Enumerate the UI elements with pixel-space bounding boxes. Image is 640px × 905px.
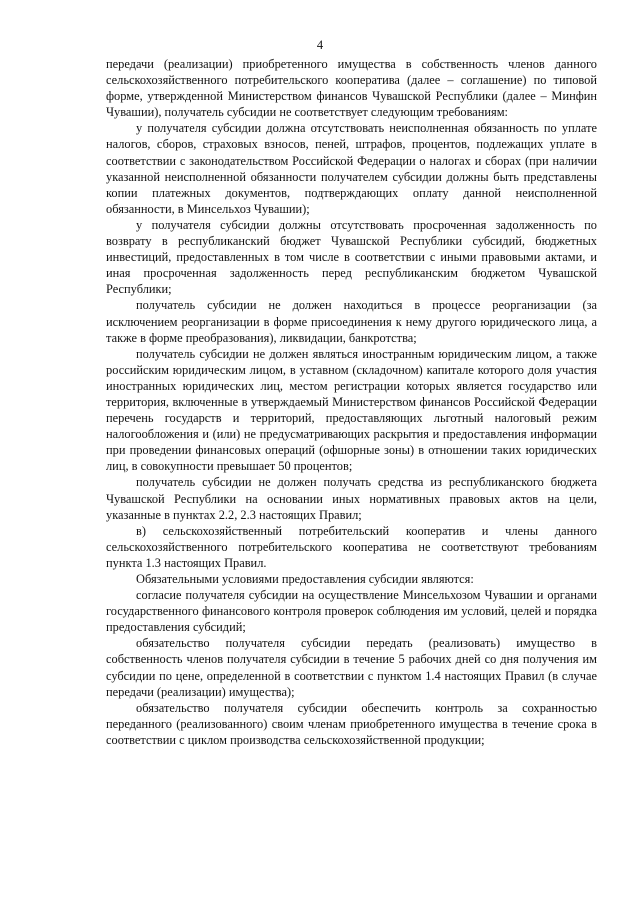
paragraph-tax-debt: у получателя субсидии должна отсутствовать неисполненная обязанность по уплате налогов, сборов, страховых взносов, пеней, штрафов, процентов, подлежащих уплате в соответствии с законодательством Российской Федерации о налогах и сборах (при наличии указанной неисполненной обязанности получателем субсидии должны быть представлены копии платежных документов, подтверждающих оплату данной неисполненной обязанности, в Минсельхоз Чувашии); <box>106 121 597 216</box>
paragraph-control-obligation: обязательство получателя субсидии обеспечить контроль за сохранностью переданного (реализованного) своим членам приобретенного имущества в течение срока в соответствии с циклом производства сельскохозяйственной продукции; <box>106 700 597 747</box>
paragraph-consent: согласие получателя субсидии на осуществление Минсельхозом Чувашии и органами государственного финансового контроля проверок соблюдения им условий, целей и порядка предоставления субсидий; <box>106 588 597 635</box>
page-number: 4 <box>316 38 324 52</box>
document-body <box>106 56 597 748</box>
paragraph-item-v: в) сельскохозяйственный потребительский кооператив и члены данного сельскохозяйственного потребительского кооператива не соответствуют требованиям пункта 1.3 настоящих Правил. <box>106 523 597 570</box>
paragraph-budget-debt: у получателя субсидии должны отсутствовать просроченная задолженность по возврату в республиканский бюджет Чувашской Республики субсидий, бюджетных инвестиций, предоставленных в том числе в соответствии с иными правовыми актами, и иная просроченная задолженность перед республиканским бюджетом Чувашской Республики; <box>106 217 597 297</box>
paragraph-transfer-obligation: обязательство получателя субсидии передать (реализовать) имущество в собственность членов получателя субсидии в течение 5 рабочих дней со дня получения им субсидии по цене, определенной в соответствии с пунктом 1.4 настоящих Правил (в случае передачи (реализации) имущества); <box>106 636 597 699</box>
paragraph-foreign-entity: получатель субсидии не должен являться иностранным юридическим лицом, а также российским юридическим лицом, в уставном (складочном) капитале которого доля участия иностранных юридических лиц, местом регистрации которых является государство или территория, включенные в утверждаемый Министерством финансов Российской Федерации перечень государств и территорий, предоставляющих льготный налоговый режим налогообложения и (или) не предусматривающих раскрытия и предоставления информации при проведении финансовых операций (офшорные зоны) в отношении таких юридических лиц, в совокупности превышает 50 процентов; <box>106 346 597 474</box>
paragraph-continuation: передачи (реализации) приобретенного имущества в собственность членов данного сельскохозяйственного потребительского кооператива (далее – соглашение) по типовой форме, утвержденной Министерством финансов Чувашской Республики (далее – Минфин Чувашии), получатель субсидии не соответствует следующим требованиям: <box>106 57 597 120</box>
paragraph-other-funds: получатель субсидии не должен получать средства из республиканского бюджета Чувашской Республики на основании иных нормативных правовых актов на цели, указанные в пунктах 2.2, 2.3 настоящих Правил; <box>106 475 597 522</box>
paragraph-reorganization: получатель субсидии не должен находиться в процессе реорганизации (за исключением реорганизации в форме присоединения к нему другого юридического лица, а также в форме преобразования), ликвидации, банкротства; <box>106 298 597 345</box>
paragraph-conditions-heading: Обязательными условиями предоставления субсидии являются: <box>136 572 474 586</box>
